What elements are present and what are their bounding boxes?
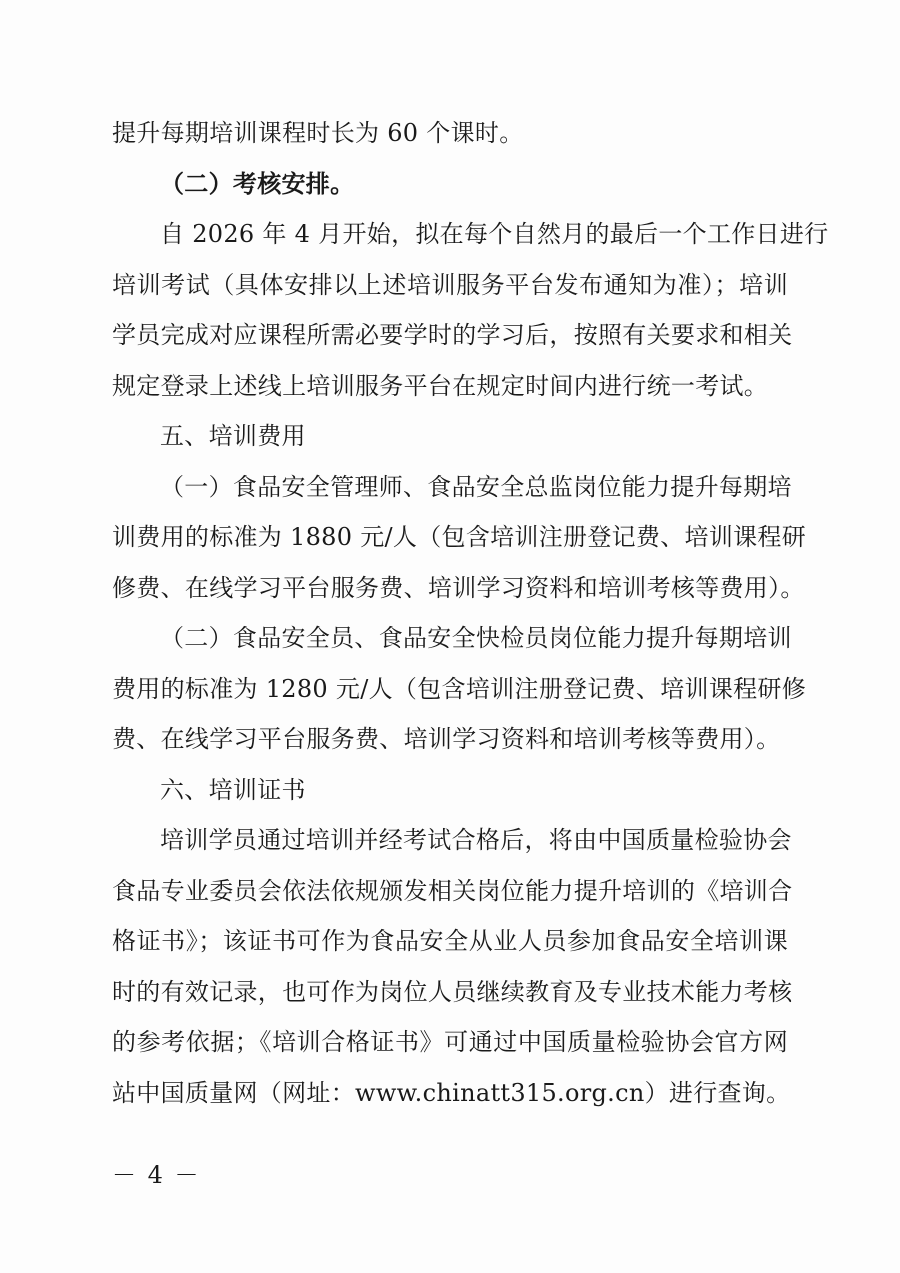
- section-heading-training-certificate: 六、培训证书: [160, 775, 306, 804]
- body-line: 培训学员通过培训并经考试合格后，将由中国质量检验协会: [160, 826, 792, 854]
- body-line: 提升每期培训课程时长为 60 个课时。: [112, 119, 524, 147]
- body-line: （二）食品安全员、食品安全快检员岗位能力提升每期培训: [160, 624, 792, 652]
- body-line: 规定登录上述线上培训服务平台在规定时间内进行统一考试。: [112, 371, 769, 400]
- body-line: 训费用的标准为 1880 元/人（包含培训注册登记费、培训课程研: [112, 523, 807, 551]
- section-heading-training-fees: 五、培训费用: [160, 422, 306, 450]
- subsection-heading-assessment: （二）考核安排。: [160, 168, 355, 198]
- body-line: 自 2026 年 4 月开始，拟在每个自然月的最后一个工作日进行: [160, 220, 829, 248]
- page-number: － 4 －: [112, 1161, 201, 1189]
- body-line: 食品专业委员会依法依规颁发相关岗位能力提升培训的《培训合: [112, 876, 793, 905]
- body-line: 站中国质量网（网址：www.chinatt315.org.cn）进行查询。: [112, 1078, 791, 1107]
- body-line: 费用的标准为 1280 元/人（包含培训注册登记费、培训课程研修: [112, 674, 807, 703]
- body-line: 时的有效记录，也可作为岗位人员继续教育及专业技术能力考核: [112, 977, 793, 1006]
- body-line: 的参考依据；《培训合格证书》可通过中国质量检验协会官方网: [112, 1028, 788, 1056]
- body-line: （一）食品安全管理师、食品安全总监岗位能力提升每期培: [160, 472, 792, 501]
- body-line: 费、在线学习平台服务费、培训学习资料和培训考核等费用）。: [112, 725, 781, 753]
- body-line: 培训考试（具体安排以上述培训服务平台发布通知为准）；培训: [112, 270, 788, 299]
- body-line: 学员完成对应课程所需必要学时的学习后，按照有关要求和相关: [112, 321, 793, 349]
- body-line: 修费、在线学习平台服务费、培训学习资料和培训考核等费用）。: [112, 573, 805, 602]
- document-body: [112, 108, 829, 1118]
- body-line: 格证书》；该证书可作为食品安全从业人员参加食品安全培训课: [112, 927, 788, 955]
